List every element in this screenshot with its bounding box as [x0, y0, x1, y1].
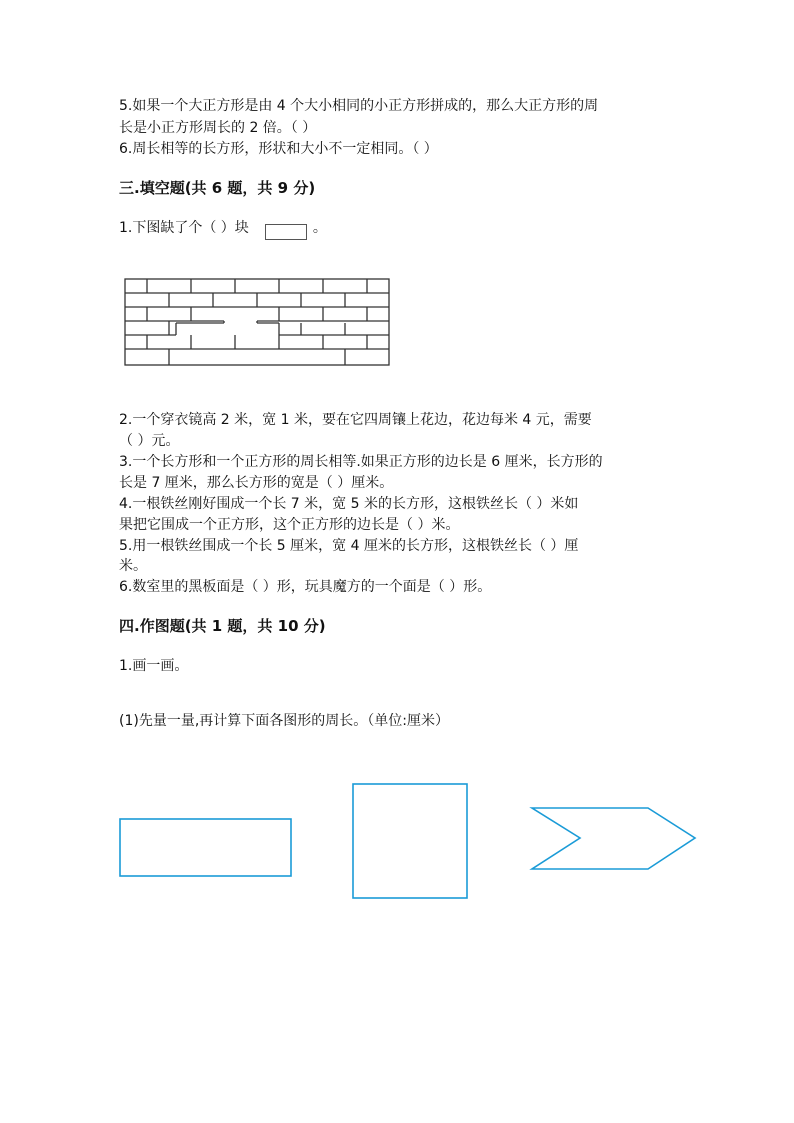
shape-arrow-pentagon	[530, 806, 698, 872]
fill-q1	[119, 218, 327, 240]
fill-q2-line2: （ ）元。	[119, 433, 180, 449]
judge-q5-line1: 5.如果一个大正方形是由 4 个大小相同的小正方形拼成的，那么大正方形的周	[119, 98, 599, 114]
fill-q4-line2: 果把它围成一个正方形，这个正方形的边长是（ ）米。	[119, 517, 460, 533]
shape-rectangle	[119, 818, 292, 878]
fill-q3-line2: 长是 7 厘米，那么长方形的宽是（ ）厘米。	[119, 475, 394, 491]
judge-q6: 6.周长相等的长方形，形状和大小不一定相同。（ ）	[119, 141, 438, 157]
section4-heading: 四.作图题(共 1 题，共 10 分)	[119, 617, 326, 635]
fill-q1-end: 。	[312, 220, 327, 236]
fill-q3-line1: 3.一个长方形和一个正方形的周长相等.如果正方形的边长是 6 厘米，长方形的	[119, 454, 603, 470]
draw-q1-sub: (1)先量一量,再计算下面各图形的周长。（单位:厘米）	[119, 713, 449, 729]
fill-q4-line1: 4.一根铁丝刚好围成一个长 7 米，宽 5 米的长方形，这根铁丝长（ ）米如	[119, 496, 579, 512]
shape-square	[352, 783, 469, 900]
fill-q5-line2: 米。	[119, 558, 147, 574]
judge-q5-line2: 长是小正方形周长的 2 倍。（ ）	[119, 120, 317, 136]
fill-q6: 6.数室里的黑板面是（ ）形，玩具魔方的一个面是（ ）形。	[119, 579, 492, 595]
fill-q5-line1: 5.用一根铁丝围成一个长 5 厘米，宽 4 厘米的长方形，这根铁丝长（ ）厘	[119, 538, 579, 554]
section3-heading: 三.填空题(共 6 题，共 9 分)	[119, 179, 316, 197]
brick-wall-figure	[124, 278, 390, 366]
draw-q1: 1.画一画。	[119, 658, 189, 674]
fill-q1-text: 1.下图缺了个（ ）块	[119, 220, 249, 236]
brick-blank	[265, 224, 307, 240]
fill-q2-line1: 2.一个穿衣镜高 2 米，宽 1 米，要在它四周镶上花边，花边每米 4 元，需要	[119, 412, 592, 428]
